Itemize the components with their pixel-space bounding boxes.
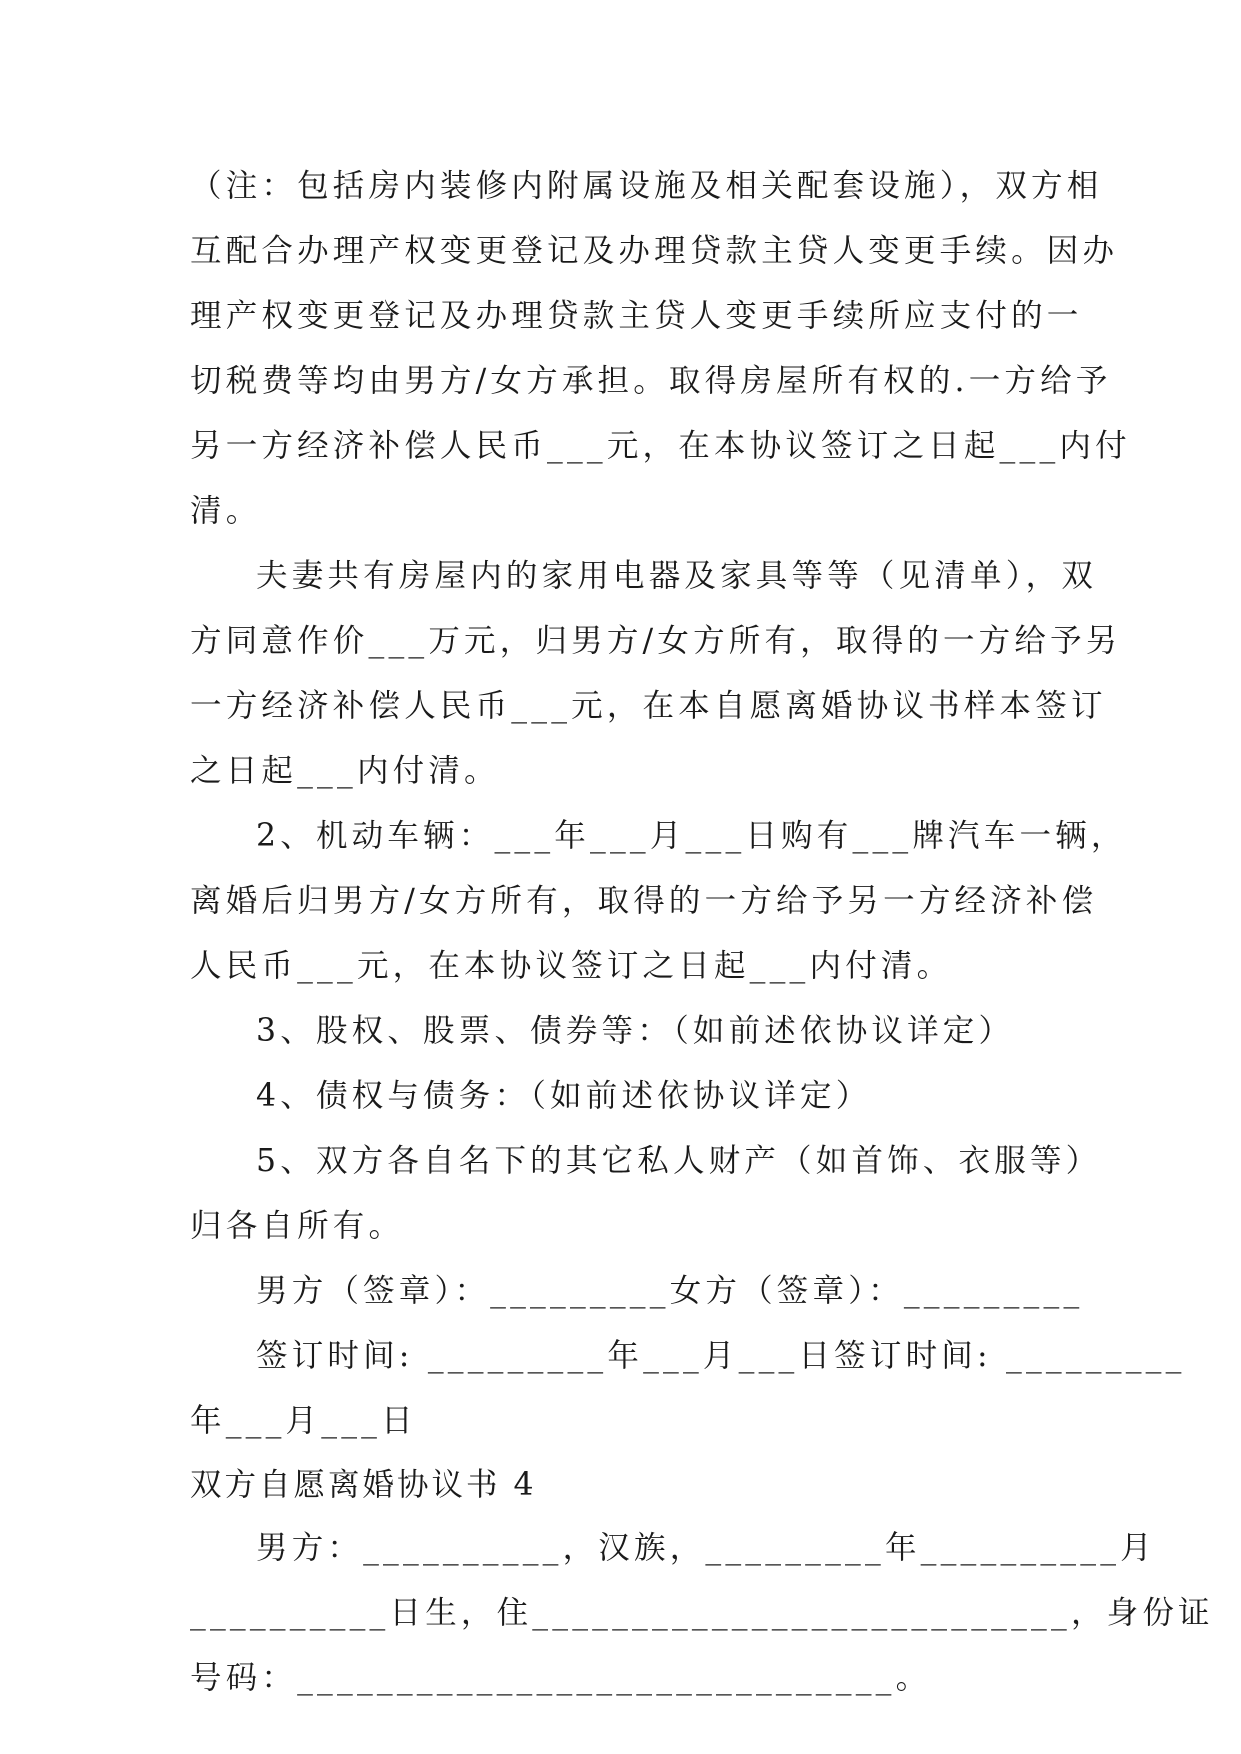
signing-date-line: 签订时间: _________年___月___日签订时间: _________ bbox=[256, 1338, 1186, 1374]
text-line: 一方经济补偿人民币___元，在本自愿离婚协议书样本签订 bbox=[190, 688, 1107, 724]
paragraph-start-line: 男方：__________，汉族，_________年__________月 bbox=[256, 1530, 1156, 1566]
paragraph-start-line: 2、机动车辆：___年___月___日购有___牌汽车一辆， bbox=[256, 818, 1127, 854]
text-line: 方同意作价___万元，归男方/女方所有，取得的一方给予另 bbox=[190, 623, 1122, 659]
text-line: 理产权变更登记及办理贷款主贷人变更手续所应支付的一 bbox=[190, 298, 1083, 334]
paragraph-start-line: 5、双方各自名下的其它私人财产（如首饰、衣服等） bbox=[256, 1143, 1102, 1179]
text-line: 号码：______________________________。 bbox=[190, 1660, 932, 1696]
section-heading: 双方自愿离婚协议书 4 bbox=[190, 1467, 537, 1503]
text-line: 归各自所有。 bbox=[190, 1208, 405, 1244]
text-line: __________日生，住___________________________，身份证 bbox=[190, 1595, 1214, 1631]
paragraph-start-line: 3、股权、股票、债券等：（如前述依协议详定） bbox=[256, 1013, 1015, 1049]
signature-line: 男方（签章）：_________女方（签章）：_________ bbox=[256, 1273, 1084, 1309]
text-line: 离婚后归男方/女方所有，取得的一方给予另一方经济补偿 bbox=[190, 883, 1098, 919]
text-line: 互配合办理产权变更登记及办理贷款主贷人变更手续。因办 bbox=[190, 233, 1119, 269]
text-line: 切税费等均由男方/女方承担。取得房屋所有权的.一方给予 bbox=[190, 363, 1112, 399]
text-line: 人民币___元，在本协议签订之日起___内付清。 bbox=[190, 948, 953, 984]
paragraph-start-line: 夫妻共有房屋内的家用电器及家具等等（见清单），双 bbox=[256, 558, 1098, 594]
text-line: 清。 bbox=[190, 493, 262, 529]
signing-date-line: 年___月___日 bbox=[190, 1403, 417, 1439]
document-page bbox=[190, 154, 1214, 1711]
text-line: 之日起___内付清。 bbox=[190, 753, 500, 789]
text-line: （注：包括房内装修内附属设施及相关配套设施），双方相 bbox=[190, 168, 1103, 204]
text-line: 另一方经济补偿人民币___元，在本协议签订之日起___内付 bbox=[190, 428, 1131, 464]
paragraph-start-line: 4、债权与债务：（如前述依协议详定） bbox=[256, 1078, 872, 1114]
